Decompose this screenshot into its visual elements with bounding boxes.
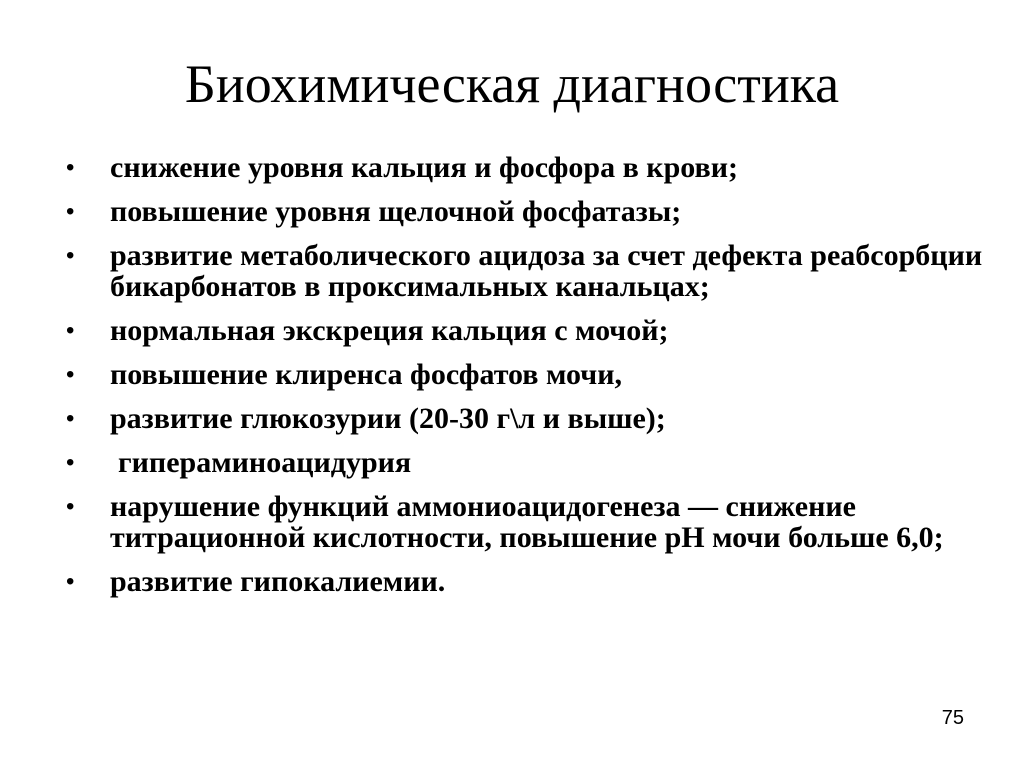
list-item <box>66 196 996 227</box>
bullet-marker: • <box>66 405 75 432</box>
list-item-text: повышение уровня щелочной фосфатазы; <box>110 195 682 228</box>
bullet-marker: • <box>66 317 75 344</box>
bullet-list <box>66 152 996 610</box>
list-item-text: нормальная экскреция кальция с мочой; <box>110 314 669 347</box>
bullet-marker: • <box>66 449 75 476</box>
list-item-text: развитие глюкозурии (20-30 г\л и выше); <box>110 402 666 435</box>
list-item <box>66 359 996 390</box>
bullet-marker: • <box>66 242 75 269</box>
bullet-marker: • <box>66 493 75 520</box>
list-item-text: повышение клиренса фосфатов мочи, <box>110 358 622 391</box>
page-number: 75 <box>941 707 964 729</box>
list-item <box>66 240 996 302</box>
bullet-marker: • <box>66 198 75 225</box>
list-item <box>66 447 996 478</box>
list-item-text: развитие метаболического ацидоза за счет дефекта реабсорбции бикарбонатов в проксимальных канальцах; <box>110 239 983 303</box>
bullet-marker: • <box>66 154 75 181</box>
list-item-text: гипераминоацидурия <box>118 446 412 479</box>
list-item-text: снижение уровня кальция и фосфора в крови; <box>110 151 738 184</box>
list-item <box>66 566 996 597</box>
list-item-text: нарушение функций аммониоацидогенеза — снижение титрационной кислотности, повышение рН мочи больше 6,0; <box>110 490 944 554</box>
slide-title: Биохимическая диагностика <box>184 54 840 114</box>
bullet-marker: • <box>66 361 75 388</box>
list-item <box>66 315 996 346</box>
list-item <box>66 403 996 434</box>
list-item <box>66 152 996 183</box>
list-item <box>66 491 996 553</box>
list-item-text: развитие гипокалиемии. <box>110 565 446 598</box>
bullet-marker: • <box>66 568 75 595</box>
